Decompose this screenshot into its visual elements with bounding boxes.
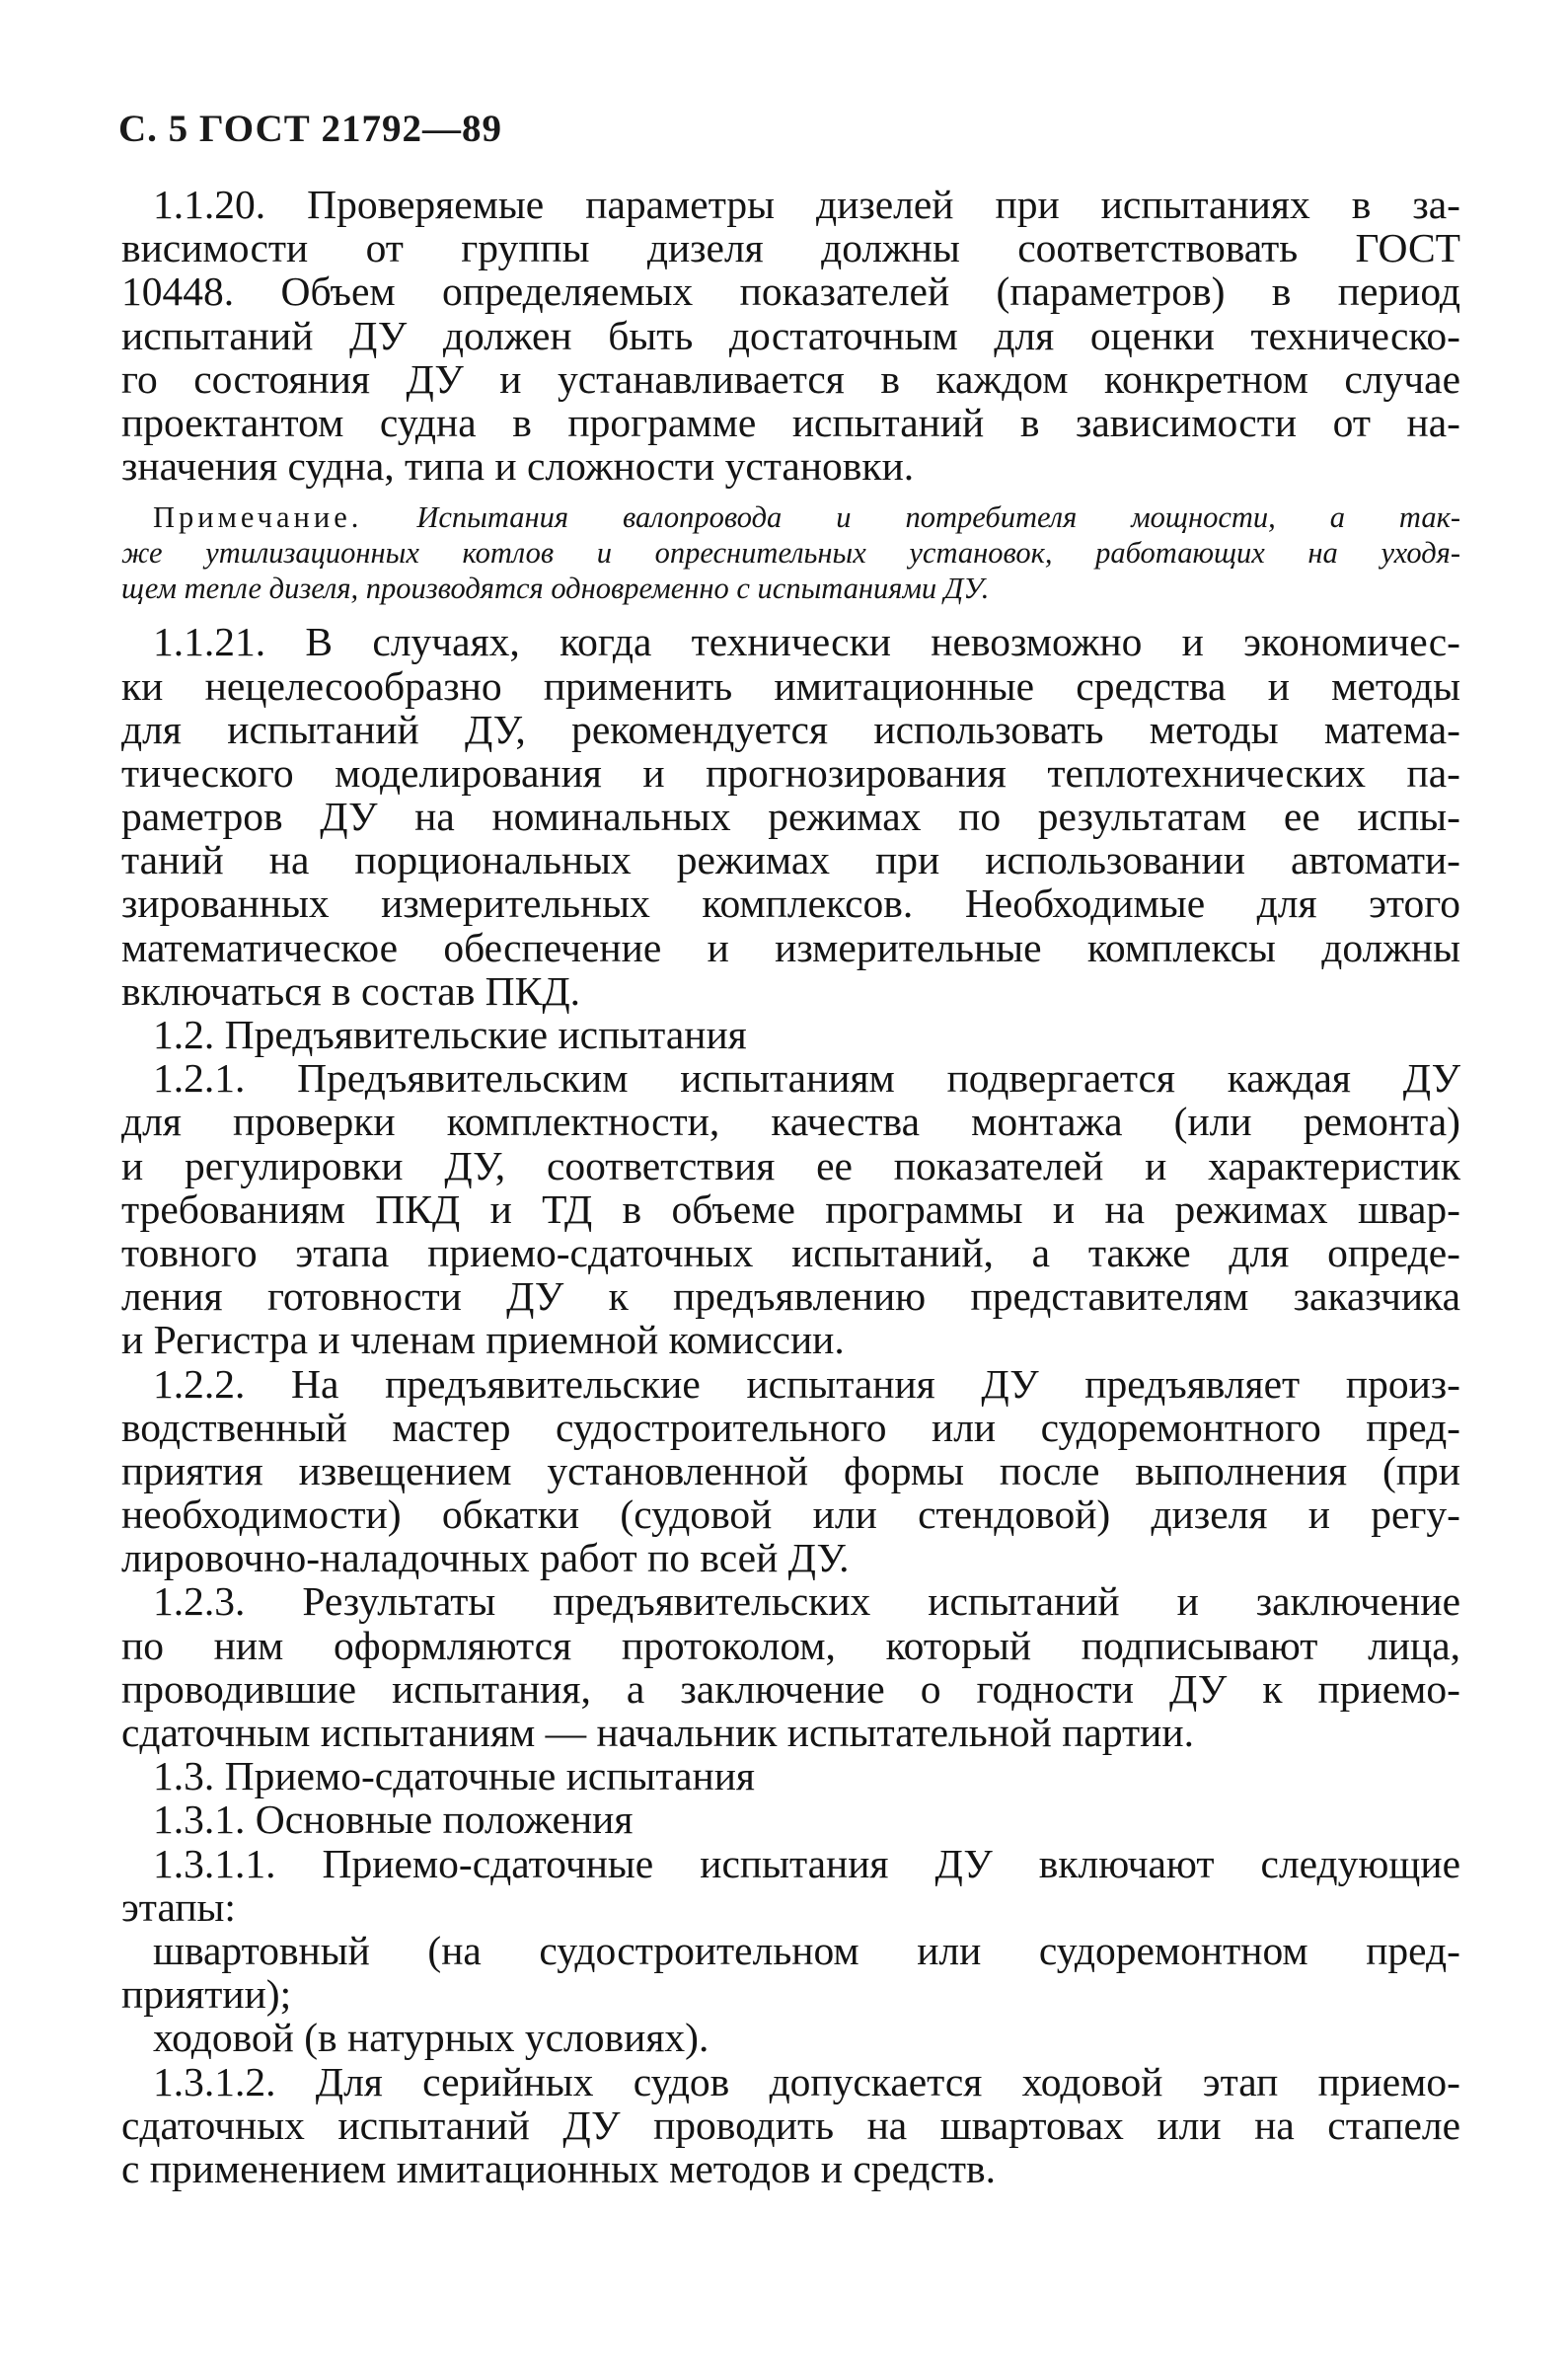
text-line: испытаний ДУ должен быть достаточным для оценки техническо-	[121, 312, 1460, 358]
note-line: же утилизационных котлов и опреснительных установок, работающих на уходя-	[121, 536, 1460, 571]
section-heading-1-3-1: 1.3.1. Основные положения	[153, 1797, 634, 1843]
text-line: 1.3.1.2. Для серийных судов допускается ходовой этап приемо-	[153, 2058, 1460, 2104]
text-line: приятия извещением установленной формы после выполнения (при	[121, 1447, 1460, 1493]
text-line: для испытаний ДУ, рекомендуется использовать методы матема-	[121, 706, 1460, 752]
text-line: зированных измерительных комплексов. Необходимые для этого	[121, 880, 1460, 927]
text-line: сдаточных испытаний ДУ проводить на швартовах или на стапеле	[121, 2102, 1460, 2148]
section-heading-1-3: 1.3. Приемо-сдаточные испытания	[153, 1753, 755, 1799]
paragraph-1-2-1	[121, 1055, 1460, 1363]
text-line: ления готовности ДУ к предъявлению представителям заказчика	[121, 1273, 1460, 1320]
paragraph-1-2-2	[121, 1360, 1460, 1581]
text-line: ки нецелесообразно применить имитационные средства и методы	[121, 662, 1460, 709]
text-line: 1.2.2. На предъявительские испытания ДУ предъявляет произ-	[153, 1360, 1460, 1407]
section-heading-1-2: 1.2. Предъявительские испытания	[153, 1012, 747, 1057]
text-line: включаться в состав ПКД.	[121, 967, 581, 1014]
note-line	[153, 499, 1460, 535]
note-block	[121, 499, 1461, 606]
note-label: Примечание.	[153, 500, 363, 535]
text-line: 1.2.1. Предъявительским испытаниям подвергается каждая ДУ	[153, 1055, 1460, 1102]
stage-mooring	[121, 1927, 1460, 2018]
text-line: проводившие испытания, а заключение о годности ДУ к приемо-	[121, 1665, 1460, 1712]
text-line: раметров ДУ на номинальных режимах по результатам ее испы-	[121, 794, 1460, 840]
text-line: приятии);	[121, 1971, 292, 2018]
text-line: товного этапа приемо-сдаточных испытаний, а также для опреде-	[121, 1229, 1460, 1275]
text-line: по ним оформляются протоколом, который подписывают лица,	[121, 1622, 1460, 1668]
paragraph-1-3-1-1	[121, 1840, 1460, 1930]
text-line: этапы:	[121, 1883, 236, 1930]
text-line: и Регистра и членам приемной комиссии.	[121, 1317, 845, 1363]
paragraph-1-1-21	[121, 619, 1460, 1014]
paragraph-1-1-20	[121, 182, 1460, 490]
text-line: 1.1.20. Проверяемые параметры дизелей при испытаниях в за-	[153, 182, 1460, 227]
text-line: водственный мастер судостроительного или судоремонтного пред-	[121, 1404, 1460, 1450]
page-header: С. 5 ГОСТ 21792—89	[118, 108, 502, 150]
note-text: Испытания валопровода и потребителя мощности, а так-	[416, 500, 1461, 535]
text-line: 1.1.21. В случаях, когда технически невозможно и экономичес-	[153, 619, 1460, 665]
text-line: сдаточным испытаниям — начальник испытательной партии.	[121, 1710, 1194, 1755]
text-line: с применением имитационных методов и средств.	[121, 2145, 997, 2191]
text-line: таний на порциональных режимах при использовании автомати-	[121, 837, 1460, 883]
text-line: висимости от группы дизеля должны соответствовать ГОСТ	[121, 225, 1460, 271]
text-line: требованиям ПКД и ТД в объеме программы и на режимах швар-	[121, 1185, 1460, 1232]
text-line: го состояния ДУ и устанавливается в каждом конкретном случае	[121, 355, 1460, 402]
text-line: проектантом судна в программе испытаний в зависимости от на-	[121, 399, 1460, 445]
note-line: щем тепле дизеля, производятся одновременно с испытаниями ДУ.	[121, 572, 990, 606]
text-line: математическое обеспечение и измерительные комплексы должны	[121, 924, 1460, 970]
text-line: для проверки комплектности, качества монтажа (или ремонта)	[121, 1099, 1460, 1145]
text-line: тического моделирования и прогнозирования теплотехнических па-	[121, 749, 1460, 796]
text-line: лировочно-наладочных работ по всей ДУ.	[121, 1535, 850, 1581]
paragraph-1-2-3	[121, 1578, 1460, 1755]
text-line: необходимости) обкатки (судовой или стендовой) дизеля и регу-	[121, 1491, 1460, 1538]
text-line: значения судна, типа и сложности установки.	[121, 443, 915, 490]
text-line: 1.2.3. Результаты предъявительских испытаний и заключение	[153, 1578, 1460, 1625]
paragraph-1-3-1-2	[121, 2058, 1460, 2191]
text-line: 10448. Объем определяемых показателей (параметров) в период	[121, 268, 1460, 315]
text-line: и регулировки ДУ, соответствия ее показателей и характеристик	[121, 1142, 1460, 1188]
document-body	[121, 182, 1461, 2191]
text-line: швартовный (на судостроительном или судоремонтном пред-	[153, 1927, 1460, 1973]
text-line: 1.3.1.1. Приемо-сдаточные испытания ДУ включают следующие	[153, 1840, 1460, 1886]
stage-running: ходовой (в натурных условиях).	[153, 2015, 709, 2061]
